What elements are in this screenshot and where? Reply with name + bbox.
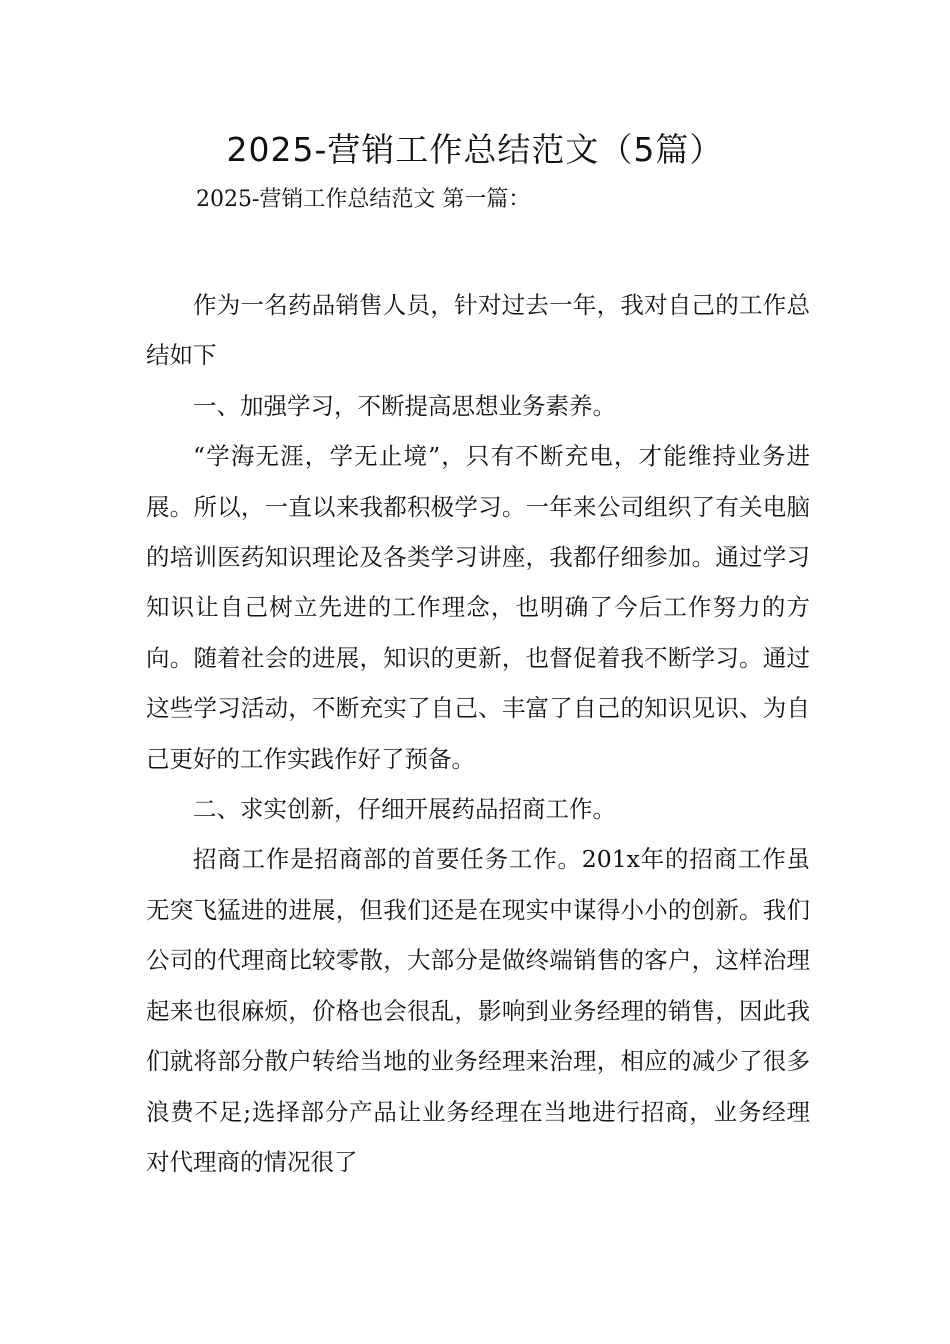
section-heading-2: 二、求实创新，仔细开展药品招商工作。 <box>193 795 616 824</box>
document-body <box>146 280 810 1187</box>
paragraph-intro: 作为一名药品销售人员，针对过去一年，我对自己的工作总结如下 <box>146 291 810 370</box>
document-subtitle: 2025-营销工作总结范文 第一篇： <box>196 187 531 212</box>
paragraph-study: “学海无涯，学无止境”，只有不断充电，才能维持业务进展。所以，一直以来我都积极学习。一年来公司组织了有关电脑的培训医药知识理论及各类学习讲座，我都仔细参加。通过学习知识让自己树立先进的工作理念，也明确了今后工作努力的方向。随着社会的进展，知识的更新，也督促着我不断学习。通过这些学习活动，不断充实了自己、丰富了自己的知识见识、为自己更好的工作实践作好了预备。 <box>146 442 810 773</box>
document-title: 2025-营销工作总结范文（5篇） <box>226 130 724 169</box>
paragraph-investment: 招商工作是招商部的首要任务工作。201x年的招商工作虽无突飞猛进的进展，但我们还是在现实中谋得小小的创新。我们公司的代理商比较零散，大部分是做终端销售的客户，这样治理起来也很麻烦，价格也会很乱，影响到业务经理的销售，因此我们就将部分散户转给当地的业务经理来治理，相应的减少了很多浪费不足;选择部分产品让业务经理在当地进行招商，业务经理对代理商的情况很了 <box>146 845 810 1176</box>
section-heading-1: 一、加强学习，不断提高思想业务素养。 <box>193 391 616 420</box>
